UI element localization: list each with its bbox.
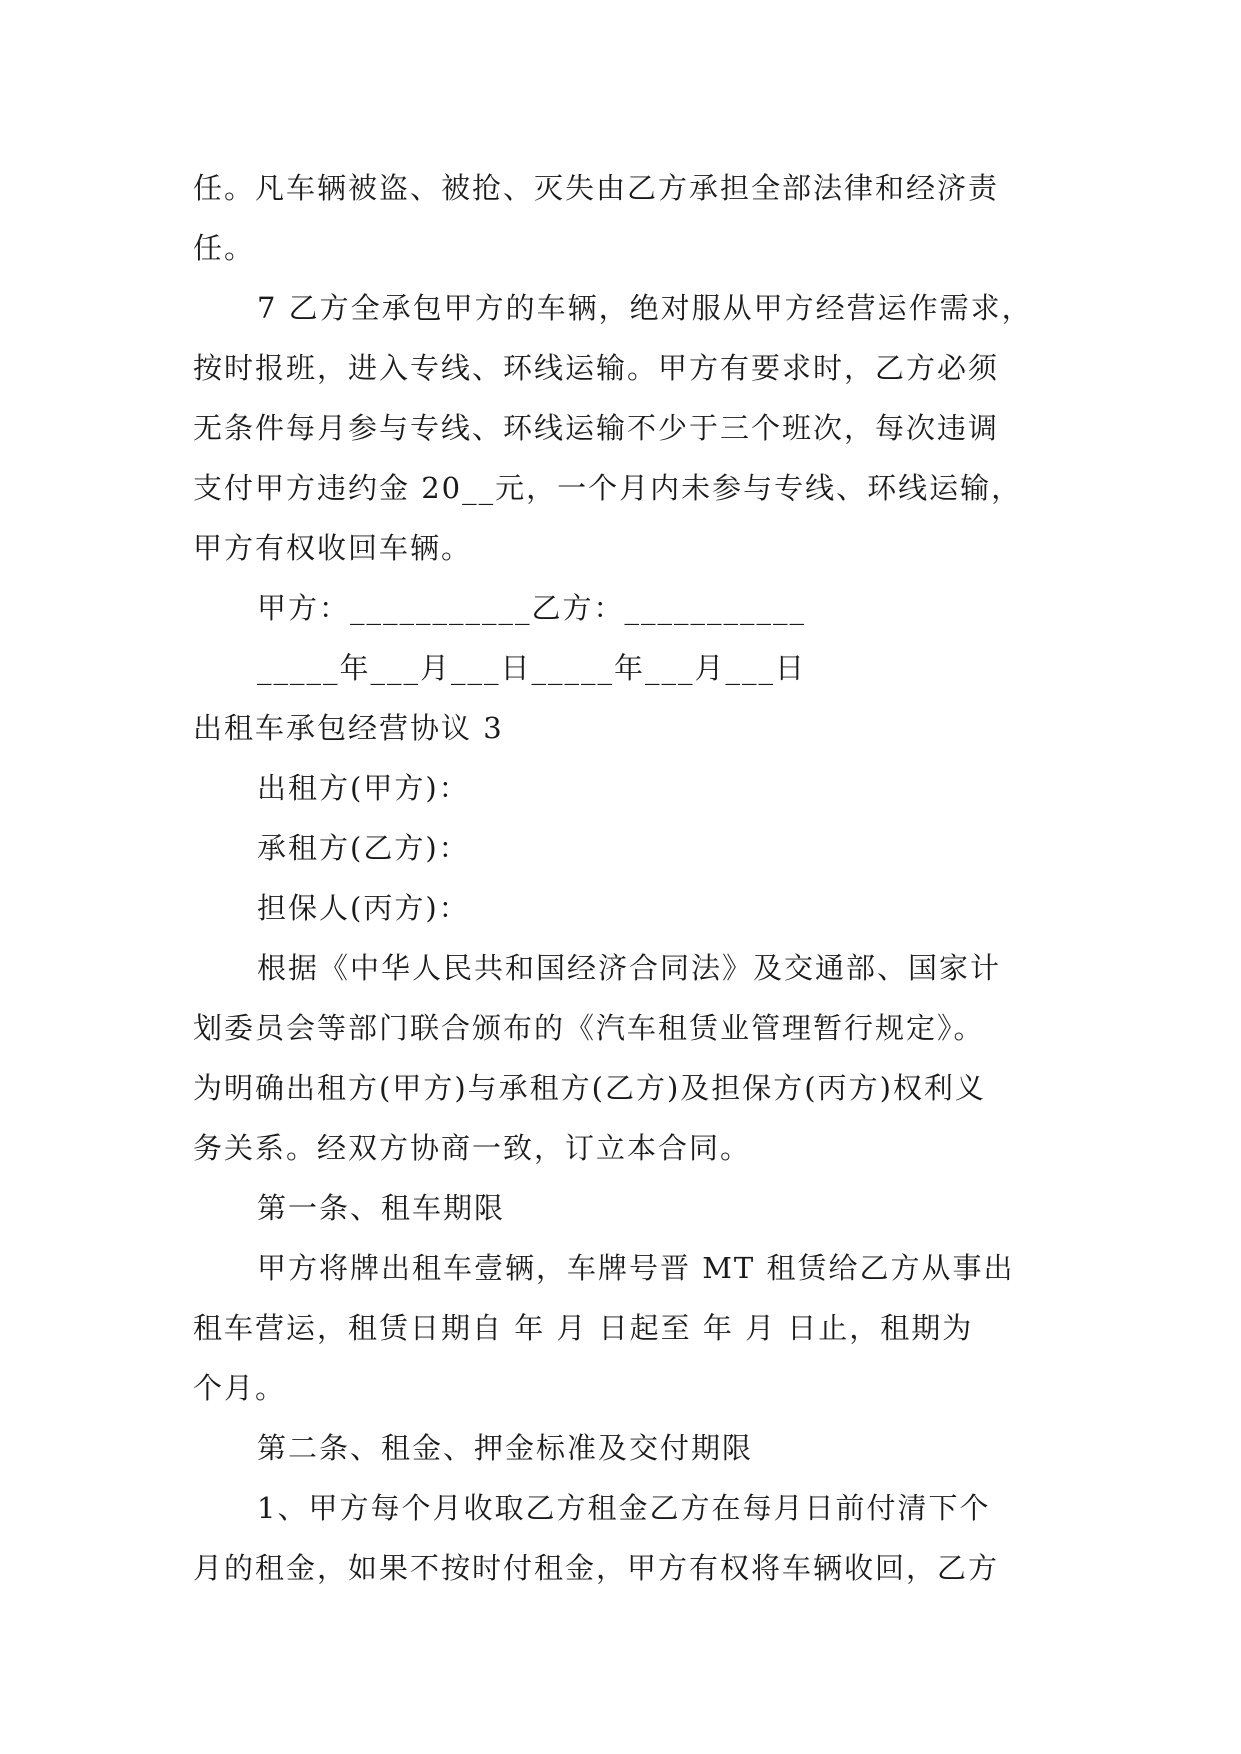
text-line: 为明确出租方(甲方)与承租方(乙方)及担保方(丙方)权利义: [193, 1071, 986, 1105]
text-line: 务关系。经双方协商一致，订立本合同。: [193, 1131, 752, 1165]
text-line: 个月。: [193, 1371, 287, 1405]
section-title: 出租车承包经营协议 3: [193, 711, 504, 745]
date-line: _____年___月___日_____年___月___日: [257, 651, 807, 685]
text-line: 无条件每月参与专线、环线运输不少于三个班次，每次违调: [193, 411, 1000, 445]
text-line: 任。: [193, 231, 256, 265]
text-line: 按时报班，进入专线、环线运输。甲方有要求时，乙方必须: [193, 351, 1000, 385]
text-line: 支付甲方违约金 20__元，一个月内未参与专线、环线运输，: [193, 471, 1023, 505]
text-line: 任。凡车辆被盗、被抢、灭失由乙方承担全部法律和经济责: [193, 171, 1000, 205]
text-line: 划委员会等部门联合颁布的《汽车租赁业管理暂行规定》。: [193, 1011, 985, 1045]
text-line: 甲方有权收回车辆。: [193, 531, 473, 565]
text-line: 根据《中华人民共和国经济合同法》及交通部、国家计: [257, 951, 1002, 985]
text-line: 月的租金，如果不按时付租金，甲方有权将车辆收回，乙方: [193, 1551, 1000, 1585]
signature-line: 甲方：___________乙方：___________: [257, 591, 807, 625]
text-line: 1、甲方每个月收取乙方租金乙方在每月日前付清下个: [257, 1491, 991, 1525]
party-line: 出租方(甲方)：: [257, 771, 470, 805]
party-line: 担保人(丙方)：: [257, 891, 470, 925]
article-heading: 第一条、租车期限: [257, 1191, 506, 1225]
party-line: 承租方(乙方)：: [257, 831, 470, 865]
text-line: 7 乙方全承包甲方的车辆，绝对服从甲方经营运作需求，: [257, 291, 1033, 325]
article-heading: 第二条、租金、押金标准及交付期限: [257, 1431, 754, 1465]
text-line: 甲方将牌出租车壹辆，车牌号晋 MT 租赁给乙方从事出: [257, 1251, 1015, 1285]
text-line: 租车营运，租赁日期自 年 月 日起至 年 月 日止，租期为: [193, 1311, 974, 1345]
document-page: [193, 158, 1063, 1598]
